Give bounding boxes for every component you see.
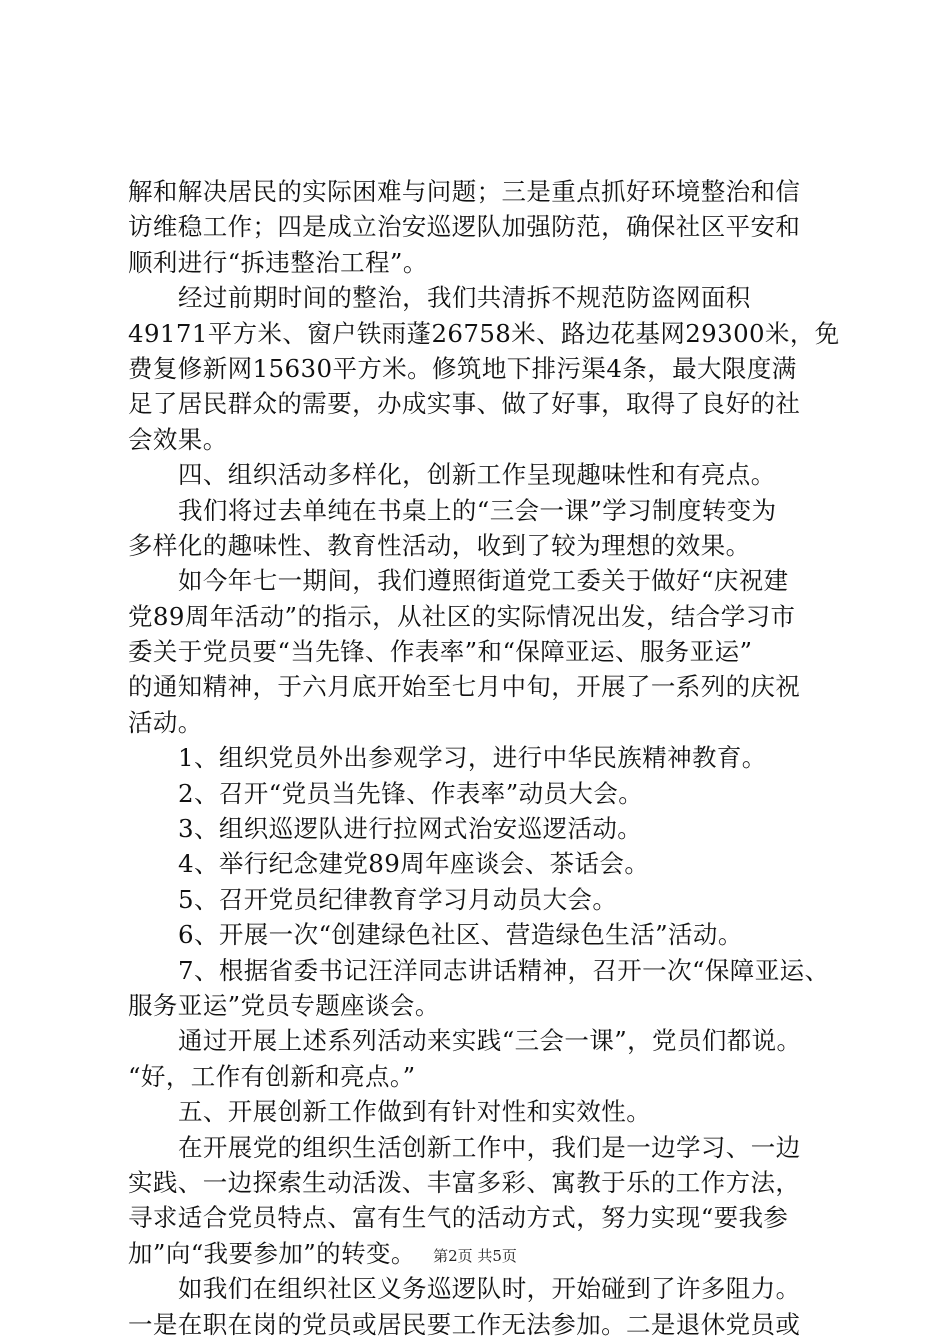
text-line: 一是在职在岗的党员或居民要工作无法参加。二是退休党员或 bbox=[128, 1309, 801, 1339]
text-line: 6、开展一次“创建绿色社区、营造绿色生活”活动。 bbox=[178, 920, 743, 950]
text-line: 党89周年活动”的指示，从社区的实际情况出发，结合学习市 bbox=[128, 601, 796, 631]
text-line: 4、举行纪念建党89周年座谈会、茶话会。 bbox=[178, 849, 650, 879]
text-line: 服务亚运”党员专题座谈会。 bbox=[128, 990, 440, 1020]
text-line: 费复修新网15630平方米。修筑地下排污渠4条，最大限度满 bbox=[128, 353, 797, 383]
text-line: 2、召开“党员当先锋、作表率”动员大会。 bbox=[178, 778, 644, 808]
text-line: 顺利进行“拆违整治工程”。 bbox=[128, 247, 428, 277]
document-body bbox=[128, 174, 838, 1342]
text-line: 49171平方米、窗户铁雨蓬26758米、路边花基网29300米，免 bbox=[128, 318, 840, 348]
text-line: 在开展党的组织生活创新工作中，我们是一边学习、一边 bbox=[178, 1132, 801, 1162]
text-line: 足了居民群众的需要，办成实事、做了好事，取得了良好的社 bbox=[128, 389, 801, 419]
text-line: 四、组织活动多样化，创新工作呈现趣味性和有亮点。 bbox=[178, 460, 776, 490]
text-line: 5、召开党员纪律教育学习月动员大会。 bbox=[178, 884, 618, 914]
text-line: 我们将过去单纯在书桌上的“三会一课”学习制度转变为 bbox=[178, 495, 777, 525]
text-line: 活动。 bbox=[128, 707, 203, 737]
text-line: 通过开展上述系列活动来实践“三会一课”，党员们都说。 bbox=[178, 1026, 802, 1056]
text-line: 加”向“我要参加”的转变。 bbox=[128, 1238, 416, 1268]
text-line: 1、组织党员外出参观学习，进行中华民族精神教育。 bbox=[178, 743, 767, 773]
text-line: 五、开展创新工作做到有针对性和实效性。 bbox=[178, 1097, 652, 1127]
text-line: 3、组织巡逻队进行拉网式治安巡逻活动。 bbox=[178, 814, 643, 844]
text-line: 如今年七一期间，我们遵照街道党工委关于做好“庆祝建 bbox=[178, 566, 789, 596]
text-line: 的通知精神，于六月底开始至七月中旬，开展了一系列的庆祝 bbox=[128, 672, 801, 702]
text-line: 7、根据省委书记汪洋同志讲话精神，召开一次“保障亚运、 bbox=[178, 955, 830, 985]
page-number-footer: 第2页 共5页 bbox=[433, 1247, 517, 1265]
text-line: “好，工作有创新和亮点。” bbox=[128, 1061, 416, 1091]
text-line: 解和解决居民的实际困难与问题；三是重点抓好环境整治和信 bbox=[128, 177, 801, 206]
text-line: 访维稳工作；四是成立治安巡逻队加强防范，确保社区平安和 bbox=[128, 212, 801, 242]
text-line: 如我们在组织社区义务巡逻队时，开始碰到了许多阻力。 bbox=[178, 1274, 801, 1304]
text-line: 委关于党员要“当先锋、作表率”和“保障亚运、服务亚运” bbox=[128, 637, 753, 667]
text-line: 寻求适合党员特点、富有生气的活动方式，努力实现“要我参 bbox=[128, 1203, 789, 1233]
text-line: 经过前期时间的整治，我们共清拆不规范防盗网面积 bbox=[178, 283, 751, 313]
text-line: 实践、一边探索生动活泼、丰富多彩、寓教于乐的工作方法， bbox=[128, 1167, 801, 1197]
text-line: 多样化的趣味性、教育性活动，收到了较为理想的效果。 bbox=[128, 530, 751, 560]
text-line: 会效果。 bbox=[128, 424, 228, 454]
